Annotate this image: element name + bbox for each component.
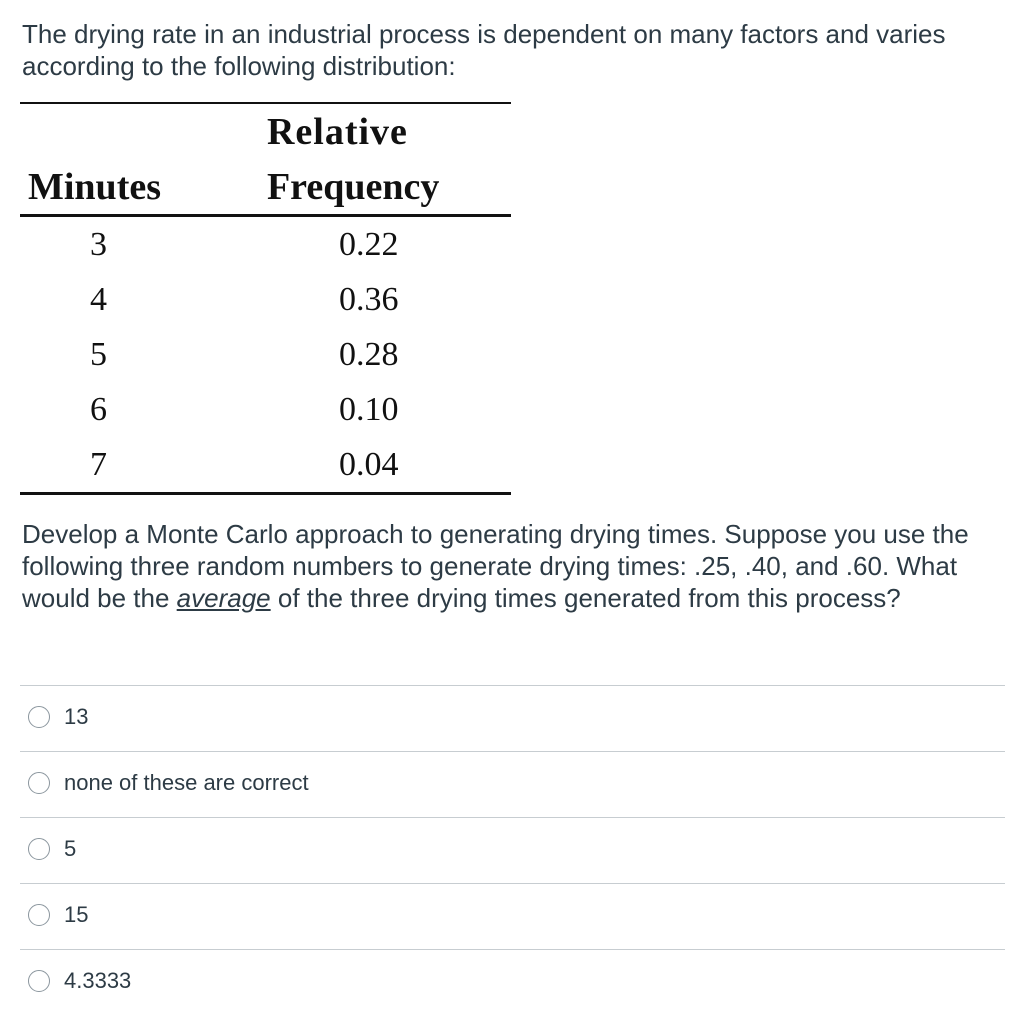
table-row	[20, 327, 511, 382]
cell-minutes: 5	[89, 335, 107, 373]
header-minutes: Minutes	[28, 166, 161, 208]
answer-option[interactable]	[20, 685, 1005, 751]
cell-frequency: 0.04	[338, 445, 399, 483]
cell-minutes: 6	[89, 390, 107, 428]
cell-minutes: 3	[89, 225, 107, 263]
table-row	[20, 216, 511, 273]
cell-frequency: 0.22	[338, 225, 399, 263]
prompt-text-before: Develop a Monte Carlo approach to generating drying times. Suppose you use the following three random numbers to generate drying times: .25, .40, and .60. What would be the	[22, 519, 969, 613]
answer-label[interactable]: 15	[64, 902, 89, 927]
answer-label[interactable]: 4.3333	[64, 968, 132, 993]
answer-option[interactable]	[20, 751, 1005, 817]
answer-option[interactable]	[20, 817, 1005, 883]
answer-label[interactable]: 5	[64, 836, 77, 861]
table-header-row	[20, 160, 511, 216]
table-row	[20, 382, 511, 437]
cell-frequency: 0.36	[338, 280, 399, 318]
question-intro: The drying rate in an industrial process is dependent on many factors and varies according to the following distribution:	[22, 19, 946, 81]
radio-button[interactable]	[28, 970, 50, 992]
answer-label[interactable]: none of these are correct	[64, 770, 309, 795]
cell-minutes: 7	[89, 445, 107, 483]
table-row	[20, 272, 511, 327]
answer-option[interactable]	[20, 949, 1005, 1015]
cell-frequency: 0.10	[338, 390, 399, 428]
table-row	[20, 437, 511, 494]
radio-button[interactable]	[28, 904, 50, 926]
cell-minutes: 4	[89, 280, 107, 318]
header-minutes-spacer	[20, 103, 177, 160]
question-prompt	[22, 518, 1007, 614]
radio-button[interactable]	[28, 706, 50, 728]
answer-label[interactable]: 13	[64, 704, 89, 729]
answer-option[interactable]	[20, 883, 1005, 949]
table-header-row	[20, 103, 511, 160]
answer-list	[20, 685, 1005, 1015]
prompt-emphasis: average	[176, 583, 271, 613]
prompt-text-after: of the three drying times generated from this process?	[270, 583, 901, 613]
header-frequency: Frequency	[266, 166, 440, 208]
header-relative: Relative	[266, 111, 408, 153]
distribution-table	[20, 102, 511, 495]
radio-button[interactable]	[28, 838, 50, 860]
cell-frequency: 0.28	[338, 335, 399, 373]
radio-button[interactable]	[28, 772, 50, 794]
